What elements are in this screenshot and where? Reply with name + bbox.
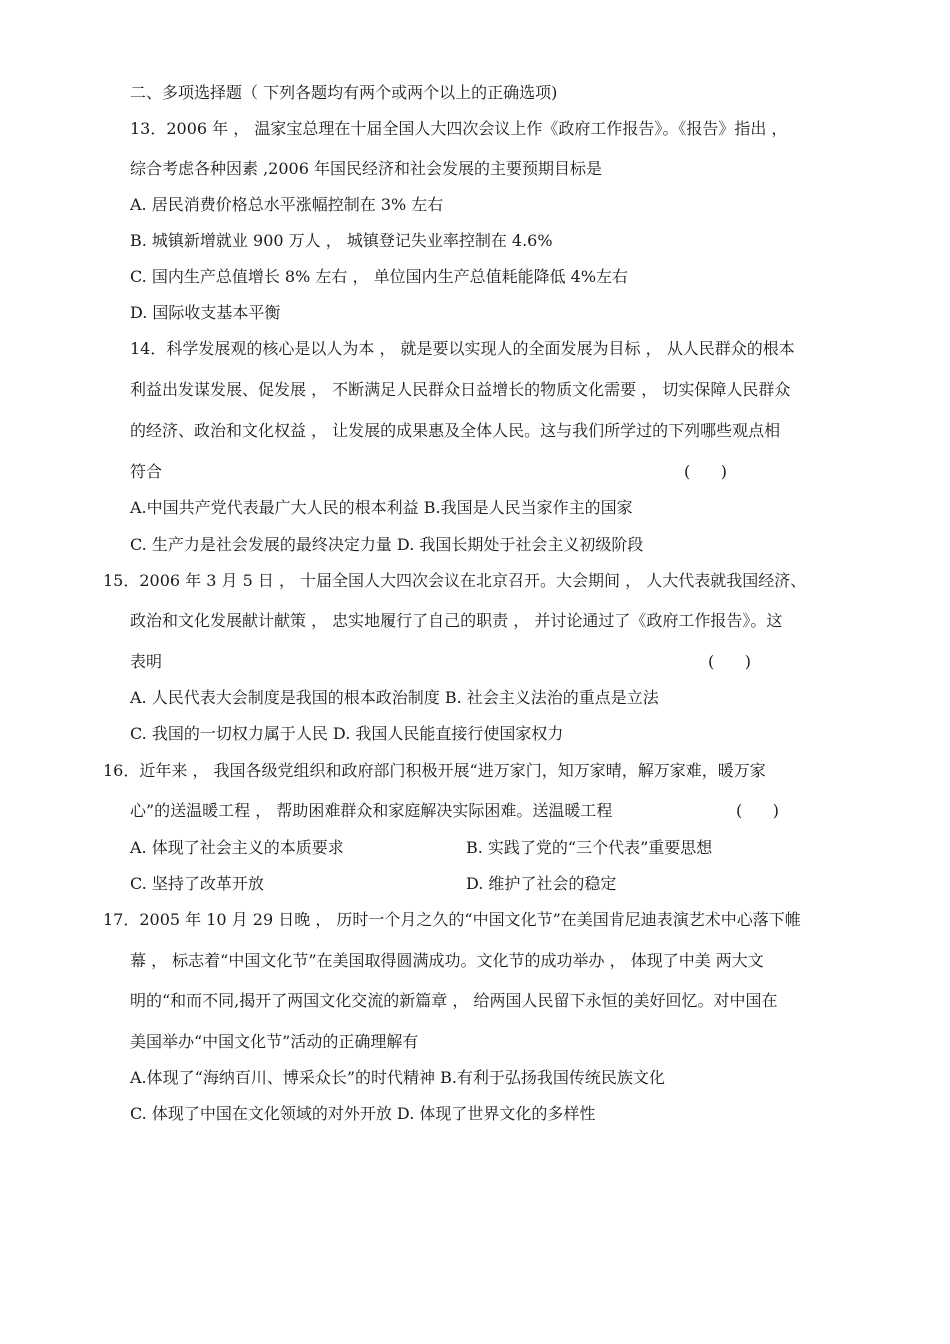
question-16-option-a: A. 体现了社会主义的本质要求 bbox=[130, 838, 344, 857]
question-14-line-1: 14．科学发展观的核心是以人为本 ， 就是要以实现人的全面发展为目标 ， 从人民群众的根本 bbox=[130, 339, 795, 358]
question-16-option-b: B. 实践了党的“三个代表”重要思想 bbox=[466, 838, 713, 857]
question-13-option-a: A. 居民消费价格总水平涨幅控制在 3% 左右 bbox=[130, 195, 444, 214]
section-title: 二、多项选择题（ 下列各题均有两个或两个以上的正确选项) bbox=[130, 83, 558, 102]
question-13-option-c: C. 国内生产总值增长 8% 左右 ， 单位国内生产总值耗能降低 4%左右 bbox=[130, 267, 629, 286]
question-17-line-3: 明的“和而不同,揭开了两国文化交流的新篇章 ， 给两国人民留下永恒的美好回忆。对中国在 bbox=[130, 991, 778, 1010]
question-14-answer-blank: ( ) bbox=[684, 462, 727, 481]
question-16-answer-blank: ( ) bbox=[736, 801, 779, 820]
question-15-options-cd: C. 我国的一切权力属于人民 D. 我国人民能直接行使国家权力 bbox=[130, 724, 564, 743]
question-15-answer-blank: ( ) bbox=[708, 652, 751, 671]
question-13-line-2: 综合考虑各种因素 ,2006 年国民经济和社会发展的主要预期目标是 bbox=[130, 159, 602, 178]
question-15-options-ab: A. 人民代表大会制度是我国的根本政治制度 B. 社会主义法治的重点是立法 bbox=[130, 688, 659, 707]
question-14-options-cd: C. 生产力是社会发展的最终决定力量 D. 我国长期处于社会主义初级阶段 bbox=[130, 535, 644, 554]
question-16-line-2: 心”的送温暖工程 ， 帮助困难群众和家庭解决实际困难。送温暖工程 bbox=[130, 801, 613, 820]
question-13-option-d: D. 国际收支基本平衡 bbox=[130, 303, 281, 322]
question-15-line-3: 表明 bbox=[130, 652, 163, 671]
question-15-line-2: 政治和文化发展献计献策 ， 忠实地履行了自己的职责 ， 并讨论通过了《政府工作报告》。这 bbox=[130, 611, 783, 630]
question-13-option-b: B. 城镇新增就业 900 万人 ， 城镇登记失业率控制在 4.6% bbox=[130, 231, 553, 250]
question-17-options-cd: C. 体现了中国在文化领域的对外开放 D. 体现了世界文化的多样性 bbox=[130, 1104, 596, 1123]
question-17-options-ab: A.体现了“海纳百川、博采众长”的时代精神 B.有利于弘扬我国传统民族文化 bbox=[130, 1068, 665, 1087]
question-15-line-1: 15．2006 年 3 月 5 日 ， 十届全国人大四次会议在北京召开。大会期间 ， 人大代表就我国经济、 bbox=[103, 571, 807, 590]
question-14-line-3: 的经济、政治和文化权益 ， 让发展的成果惠及全体人民。这与我们所学过的下列哪些观点相 bbox=[130, 421, 781, 440]
question-16-line-1: 16．近年来 ， 我国各级党组织和政府部门积极开展“进万家门，知万家晴，解万家难，暖万家 bbox=[103, 761, 766, 780]
question-17-line-4: 美国举办“中国文化节”活动的正确理解有 bbox=[130, 1032, 419, 1051]
question-14-line-4: 符合 bbox=[130, 462, 163, 481]
question-13-line-1: 13．2006 年 ， 温家宝总理在十届全国人大四次会议上作《政府工作报告》。《报告》指出 ， bbox=[130, 119, 788, 138]
question-17-line-2: 幕 ， 标志着“中国文化节”在美国取得圆满成功。文化节的成功举办 ， 体现了中美 两大文 bbox=[130, 951, 764, 970]
question-17-line-1: 17．2005 年 10 月 29 日晚 ， 历时一个月之久的“中国文化节”在美国肯尼迪表演艺术中心落下帷 bbox=[103, 910, 801, 929]
question-16-option-c: C. 坚持了改革开放 bbox=[130, 874, 264, 893]
question-14-options-ab: A.中国共产党代表最广大人民的根本利益 B.我国是人民当家作主的国家 bbox=[130, 498, 633, 517]
question-16-option-d: D. 维护了社会的稳定 bbox=[466, 874, 617, 893]
question-14-line-2: 利益出发谋发展、促发展 ， 不断满足人民群众日益增长的物质文化需要 ， 切实保障人民群众 bbox=[130, 380, 791, 399]
